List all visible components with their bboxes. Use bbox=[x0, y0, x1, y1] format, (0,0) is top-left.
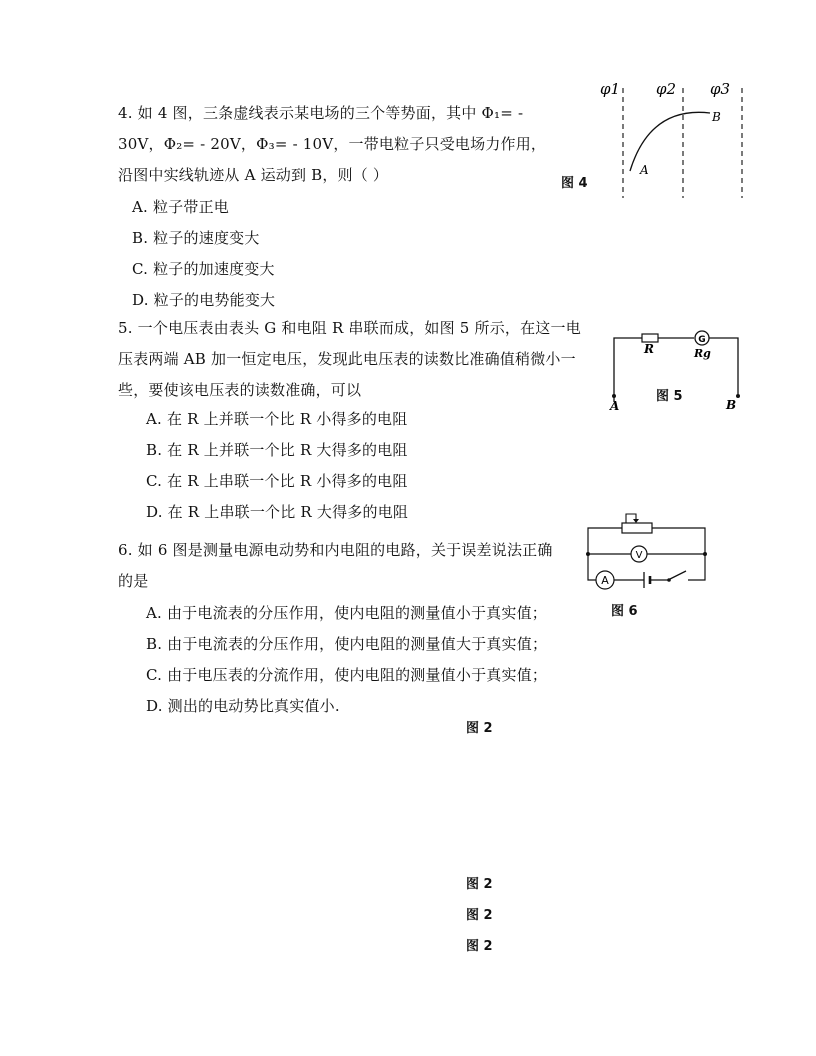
terminal-b bbox=[736, 394, 740, 398]
q4-line-1: 4. 如 4 图，三条虚线表示某电场的三个等势面，其中 Φ₁= - bbox=[118, 104, 524, 122]
q4-line-2: 30V，Φ₂= - 20V，Φ₃= - 10V，一带电粒子只受电场力作用， bbox=[118, 135, 547, 153]
q5-line-1: 5. 一个电压表由表头 G 和电阻 R 串联而成，如图 5 所示，在这一电 bbox=[118, 319, 581, 337]
figure-4-equipotential-diagram bbox=[590, 76, 760, 204]
q5-option-a: A. 在 R 上并联一个比 R 小得多的电阻 bbox=[146, 410, 408, 428]
q5-option-c: C. 在 R 上串联一个比 R 小得多的电阻 bbox=[146, 472, 408, 490]
q4-line-3: 沿图中实线轨迹从 A 运动到 B，则（ ） bbox=[118, 166, 389, 184]
terminal-b-label: B bbox=[726, 398, 737, 412]
stray-caption-4: 图 2 bbox=[466, 939, 493, 954]
q6-option-b: B. 由于电流表的分压作用，使内电阻的测量值大于真实值； bbox=[146, 635, 548, 653]
rheostat-symbol bbox=[622, 523, 652, 533]
point-b-label: B bbox=[712, 110, 721, 124]
figure-6-caption: 图 6 bbox=[611, 604, 638, 619]
figure-4-caption: 图 4 bbox=[561, 176, 588, 191]
q4-option-d: D. 粒子的电势能变大 bbox=[132, 291, 276, 309]
point-a-label: A bbox=[640, 163, 649, 177]
rg-label: Rg bbox=[694, 347, 711, 360]
q6-option-d: D. 测出的电动势比真实值小. bbox=[146, 697, 340, 715]
phi1-label: φ1 bbox=[600, 80, 621, 98]
q4-option-a: A. 粒子带正电 bbox=[132, 198, 229, 216]
resistor-r-label: R bbox=[644, 342, 654, 356]
q6-line-2: 的是 bbox=[118, 572, 149, 590]
q5-option-b: B. 在 R 上并联一个比 R 大得多的电阻 bbox=[146, 441, 408, 459]
ammeter-label: A bbox=[601, 574, 609, 587]
terminal-a-label: A bbox=[610, 399, 620, 413]
phi2-label: φ2 bbox=[656, 80, 677, 98]
q4-option-b: B. 粒子的速度变大 bbox=[132, 229, 260, 247]
q5-option-d: D. 在 R 上串联一个比 R 大得多的电阻 bbox=[146, 503, 409, 521]
voltmeter-label: V bbox=[635, 550, 643, 561]
figure-5-caption: 图 5 bbox=[656, 389, 683, 404]
stray-caption-2: 图 2 bbox=[466, 877, 493, 892]
stray-caption-1: 图 2 bbox=[466, 721, 493, 736]
q6-option-c: C. 由于电压表的分流作用，使内电阻的测量值小于真实值； bbox=[146, 666, 548, 684]
resistor-r-symbol bbox=[642, 334, 658, 342]
q6-line-1: 6. 如 6 图是测量电源电动势和内电阻的电路，关于误差说法正确 bbox=[118, 541, 553, 559]
phi3-label: φ3 bbox=[710, 80, 731, 98]
q6-option-a: A. 由于电流表的分压作用，使内电阻的测量值小于真实值； bbox=[146, 604, 547, 622]
stray-caption-3: 图 2 bbox=[466, 908, 493, 923]
q4-option-c: C. 粒子的加速度变大 bbox=[132, 260, 275, 278]
q5-line-3: 些，要使该电压表的读数准确，可以 bbox=[118, 381, 362, 399]
q5-line-2: 压表两端 AB 加一恒定电压，发现此电压表的读数比准确值稍微小一 bbox=[118, 350, 576, 368]
galvanometer-g-label: G bbox=[698, 335, 706, 345]
terminal-a bbox=[612, 394, 616, 398]
figure-6-emf-measurement-circuit bbox=[582, 510, 712, 594]
